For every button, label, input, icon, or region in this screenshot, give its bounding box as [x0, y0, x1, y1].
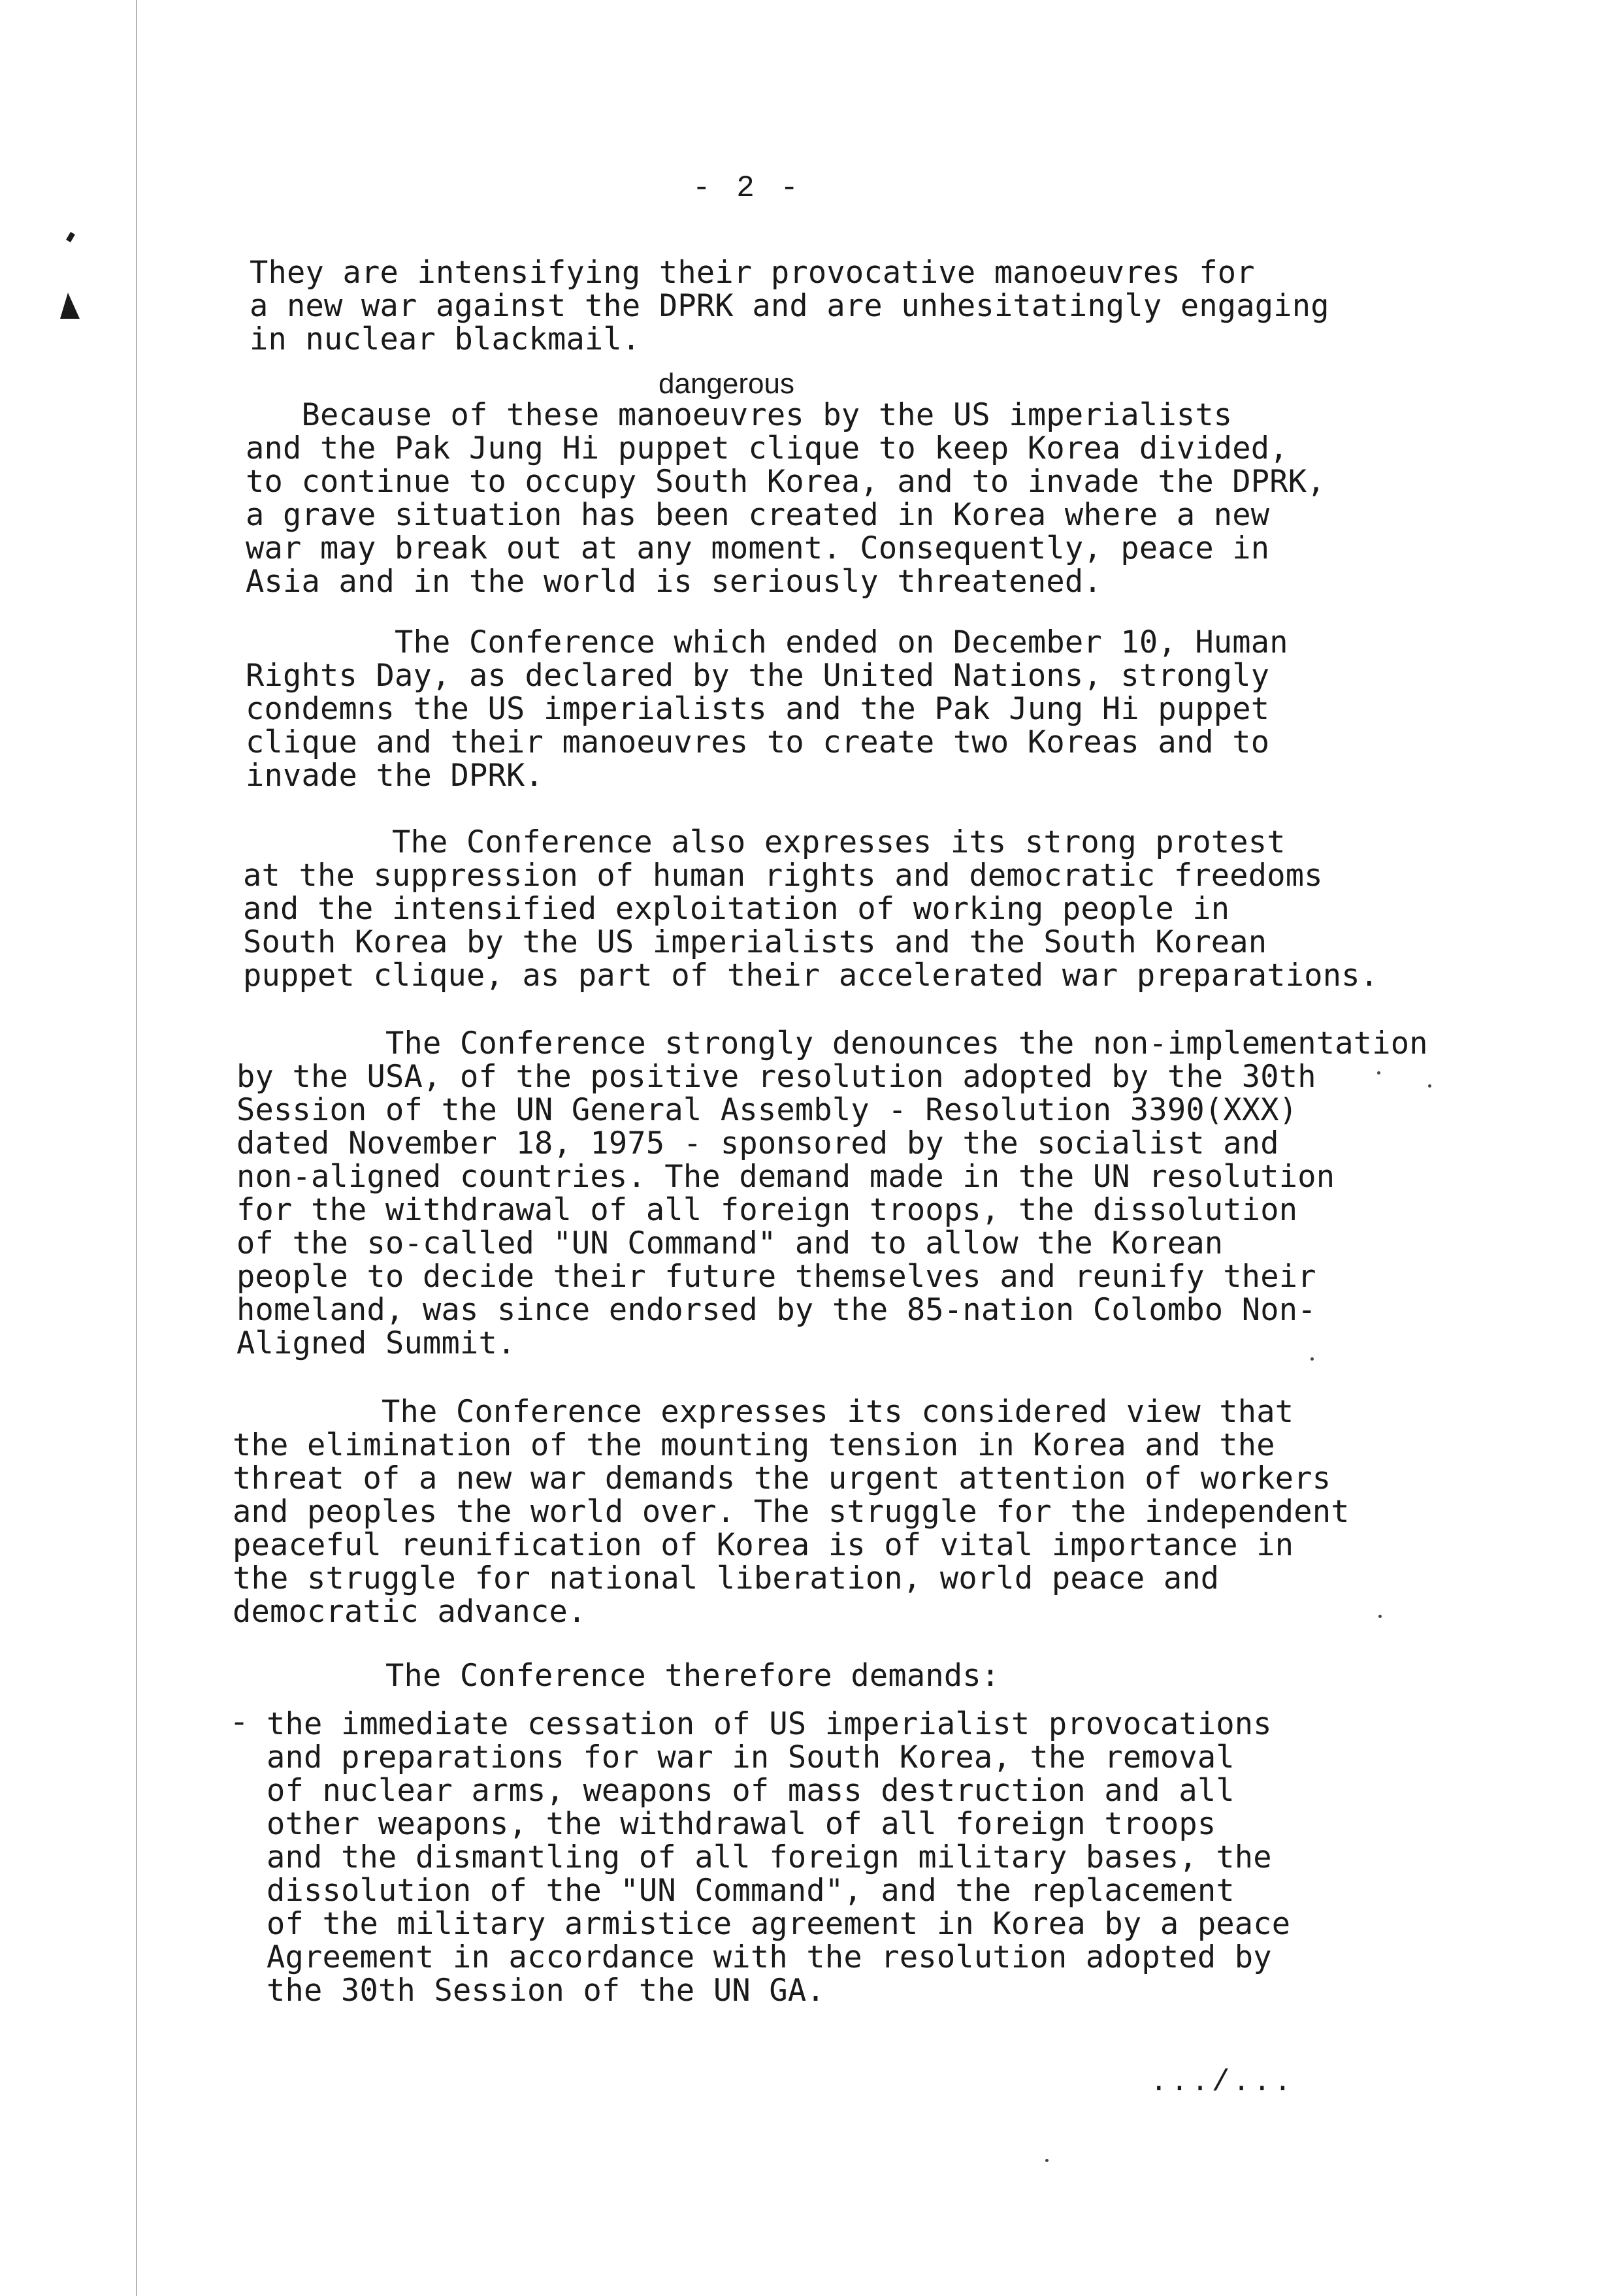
text-line: a new war against the DPRK and are unhesitatingly engaging — [250, 288, 1329, 324]
paragraph-conference-demands — [236, 1659, 1000, 1692]
demand-bullet: - — [230, 1707, 249, 1741]
text-line: The Conference strongly denounces the non-implementation — [236, 1026, 1428, 1061]
text-line: condemns the US imperialists and the Pak Jung Hi puppet — [246, 691, 1270, 727]
text-line: The Conference therefore demands: — [236, 1658, 1000, 1694]
text-line: and peoples the world over. The struggle for the independent — [233, 1494, 1350, 1530]
text-line: and the dismantling of all foreign military bases, the — [267, 1839, 1272, 1875]
page-left-edge — [136, 0, 137, 2296]
demand-item — [267, 1707, 1290, 2007]
text-line: Rights Day, as declared by the United Nations, strongly — [246, 658, 1270, 694]
text-line: a grave situation has been created in Korea where a new — [246, 497, 1270, 533]
paragraph-intro — [250, 256, 1329, 356]
text-line: in nuclear blackmail. — [250, 321, 641, 357]
text-line: clique and their manoeuvres to create two Koreas and to — [246, 724, 1270, 760]
text-line: dated November 18, 1975 - sponsored by the socialist and — [236, 1125, 1279, 1161]
text-line: invade the DPRK. — [246, 758, 544, 794]
handwritten-insert: dangerous — [659, 368, 794, 400]
text-line: Agreement in accordance with the resolution adopted by — [267, 1939, 1272, 1975]
text-line: threat of a new war demands the urgent attention of workers — [233, 1461, 1331, 1496]
text-line: Session of the UN General Assembly - Resolution 3390(XXX) — [236, 1092, 1298, 1128]
paragraph-conference-condemns — [246, 626, 1288, 792]
margin-ink-mark — [60, 293, 80, 319]
text-line: and the Pak Jung Hi puppet clique to keep Korea divided, — [246, 430, 1288, 466]
text-line: democratic advance. — [233, 1594, 587, 1630]
continuation-mark: .../... — [1150, 2065, 1295, 2099]
text-line: South Korea by the US imperialists and the South Korean — [243, 924, 1267, 960]
paragraph-conference-view — [233, 1395, 1350, 1628]
text-line: homeland, was since endorsed by the 85-nation Colombo Non- — [236, 1292, 1316, 1328]
text-line: the elimination of the mounting tension in Korea and the — [233, 1427, 1275, 1463]
page-number: - 2 - — [692, 171, 803, 205]
text-line: the immediate cessation of US imperialist provocations — [267, 1706, 1272, 1742]
text-line: for the withdrawal of all foreign troops, the dissolution — [236, 1192, 1298, 1228]
text-line: to continue to occupy South Korea, and to invade the DPRK, — [246, 464, 1326, 500]
text-line: other weapons, the withdrawal of all foreign troops — [267, 1806, 1216, 1842]
text-line: Asia and in the world is seriously threatened. — [246, 564, 1102, 600]
text-line: the struggle for national liberation, world peace and — [233, 1560, 1220, 1596]
text-line: dissolution of the "UN Command", and the replacement — [267, 1873, 1235, 1909]
text-line: at the suppression of human rights and democratic freedoms — [243, 858, 1323, 894]
text-line: and the intensified exploitation of working people in — [243, 891, 1230, 927]
text-line: The Conference expresses its considered view that — [233, 1394, 1294, 1430]
text-line: non-aligned countries. The demand made in the UN resolution — [236, 1159, 1335, 1195]
text-line: of the so-called "UN Command" and to allow the Korean — [236, 1225, 1224, 1261]
text-line: puppet clique, as part of their accelerated war preparations. — [243, 958, 1379, 994]
text-line: people to decide their future themselves and reunify their — [236, 1259, 1316, 1295]
text-line: Aligned Summit. — [236, 1325, 516, 1361]
scan-speck — [1378, 1615, 1382, 1618]
text-line: the 30th Session of the UN GA. — [267, 1973, 825, 2009]
text-line: war may break out at any moment. Consequently, peace in — [246, 530, 1270, 566]
text-line: Because of these manoeuvres by the US imperialists — [246, 397, 1233, 433]
text-line: They are intensifying their provocative manoeuvres for — [250, 255, 1255, 291]
scan-speck — [1045, 2159, 1049, 2162]
margin-ink-mark-top — [66, 232, 75, 242]
paragraph-manoeuvres — [246, 398, 1326, 598]
text-line: by the USA, of the positive resolution adopted by the 30th — [236, 1059, 1316, 1095]
paragraph-conference-protest — [243, 826, 1378, 992]
text-line: peaceful reunification of Korea is of vital importance in — [233, 1527, 1294, 1563]
scan-speck — [1428, 1084, 1431, 1088]
text-line: of nuclear arms, weapons of mass destruction and all — [267, 1773, 1235, 1809]
text-line: The Conference which ended on December 10, Human — [246, 624, 1288, 660]
text-line: The Conference also expresses its strong protest — [243, 824, 1286, 860]
paragraph-conference-denounces — [236, 1027, 1428, 1360]
text-line: of the military armistice agreement in Korea by a peace — [267, 1906, 1291, 1942]
text-line: and preparations for war in South Korea, the removal — [267, 1739, 1235, 1775]
